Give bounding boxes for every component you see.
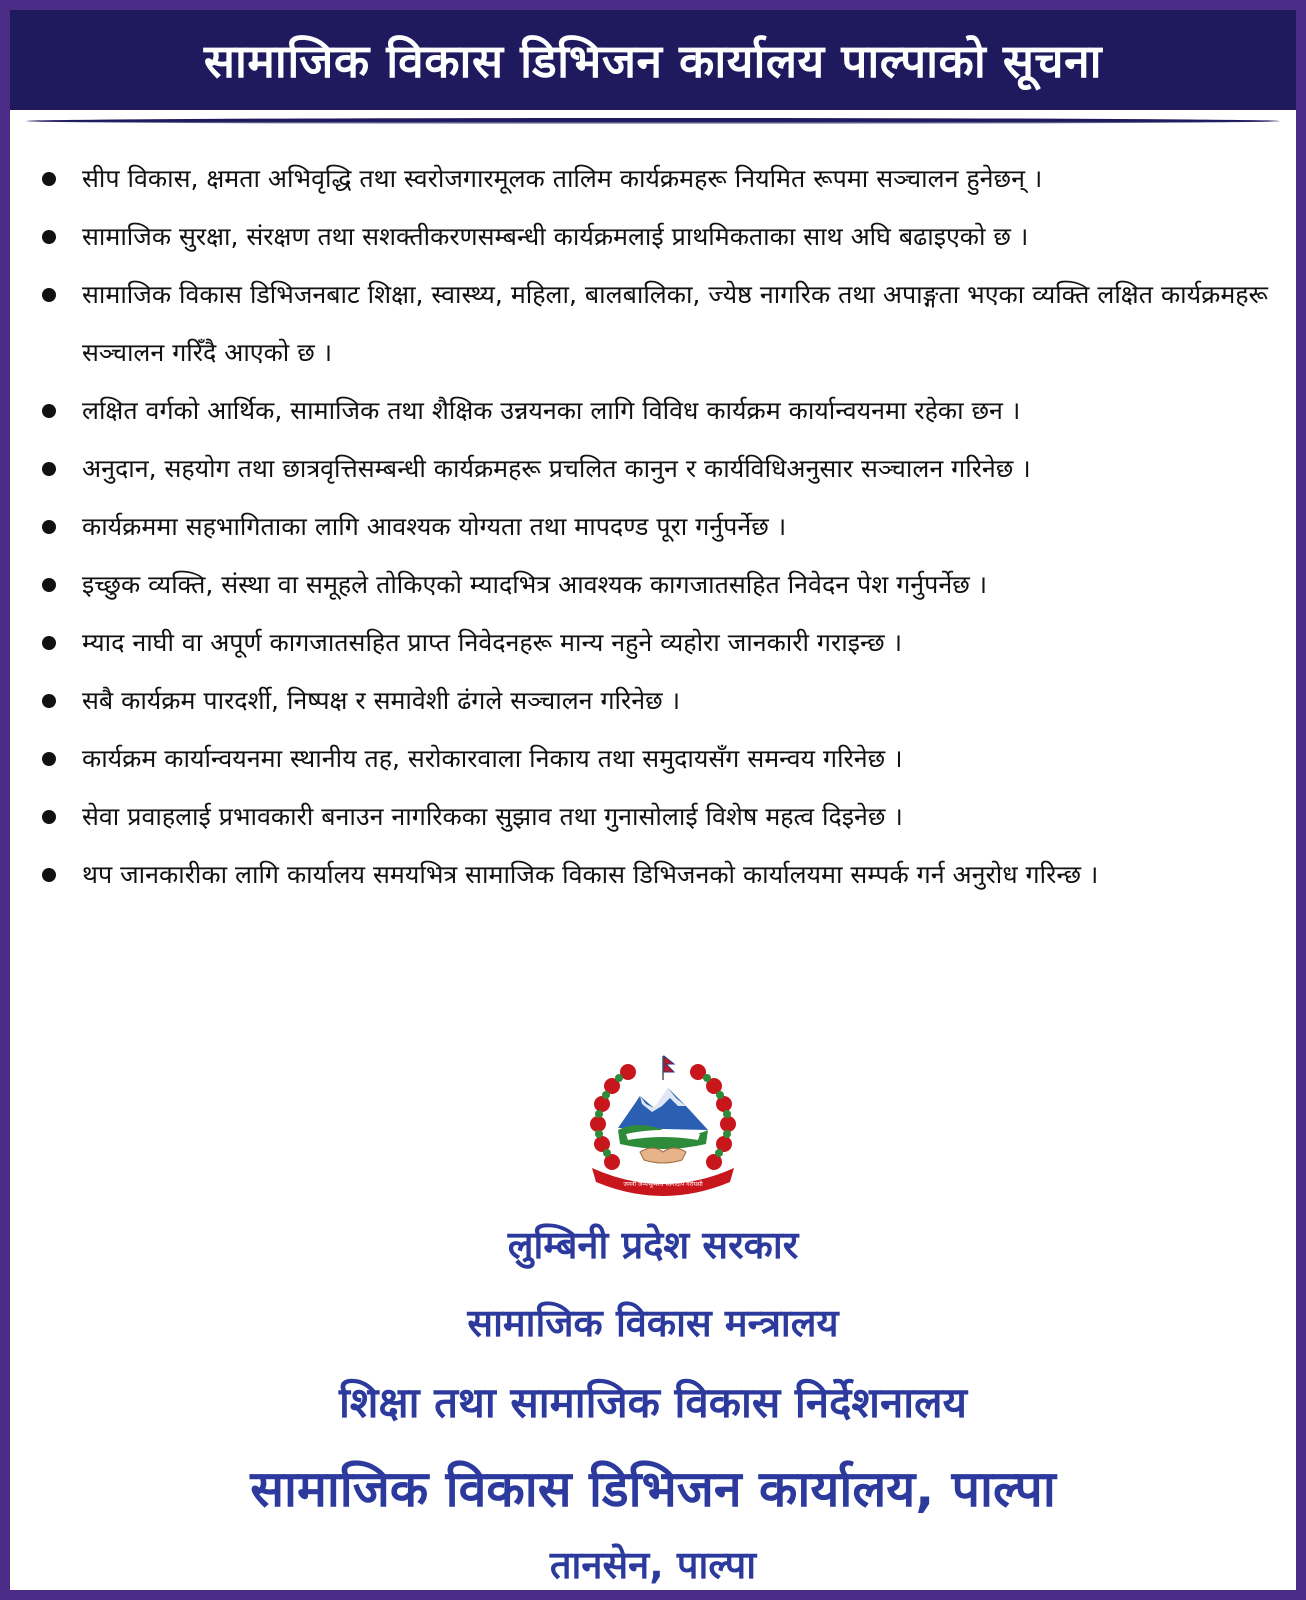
page-title: सामाजिक विकास डिभिजन कार्यालय पाल्पाको सूचना (203, 34, 1103, 88)
list-item (40, 266, 1268, 382)
footer-address: तानसेन, पाल्पा (549, 1543, 757, 1587)
list-item-text: अनुदान, सहयोग तथा छात्रवृत्तिसम्बन्धी कार्यक्रमहरू प्रचलित कानुन र कार्यविधिअनुसार सञ्चालन गरिनेछ । (82, 454, 1031, 483)
list-item-text: इच्छुक व्यक्ति, संस्था वा समूहले तोकिएको म्यादभित्र आवश्यक कागजातसहित निवेदन पेश गर्नुपर्नेछ । (82, 570, 988, 599)
footer-office: सामाजिक विकास डिभिजन कार्यालय, पाल्पा (250, 1460, 1056, 1518)
bullet-icon (42, 636, 56, 650)
footer-directorate: शिक्षा तथा सामाजिक विकास निर्देशनालय (339, 1378, 967, 1427)
list-item (40, 788, 1268, 846)
list-item (40, 556, 1268, 614)
bullet-icon (42, 578, 56, 592)
list-item-text: कार्यक्रम कार्यान्वयनमा स्थानीय तह, सरोकारवाला निकाय तथा समुदायसँग समन्वय गरिनेछ । (82, 744, 903, 773)
list-item (40, 730, 1268, 788)
list-item-text: म्याद नाघी वा अपूर्ण कागजातसहित प्राप्त निवेदनहरू मान्य नहुने व्यहोरा जानकारी गराइन्छ । (82, 628, 903, 657)
title-divider (26, 118, 1280, 124)
notice-list (40, 150, 1268, 904)
list-item-text: सामाजिक विकास डिभिजनबाट शिक्षा, स्वास्थ्य, महिला, बालबालिका, ज्येष्ठ नागरिक तथा अपाङ्गता भएका व्यक्ति लक्षित कार्यक्रमहरू सञ्चालन गरिँदै आएको छ । (82, 280, 1268, 367)
list-item-text: लक्षित वर्गको आर्थिक, सामाजिक तथा शैक्षिक उन्नयनका लागि विविध कार्यक्रम कार्यान्वयनमा रहेका छन । (82, 396, 1021, 425)
emblem-motto: जननी जन्मभूमिश्च स्वर्गादपि गरीयसी (623, 1181, 703, 1188)
footer-ministry: सामाजिक विकास मन्त्रालय (467, 1301, 839, 1345)
list-item (40, 846, 1268, 904)
bullet-icon (42, 752, 56, 766)
list-item (40, 498, 1268, 556)
bullet-icon (42, 288, 56, 302)
bullet-icon (42, 694, 56, 708)
bullet-icon (42, 404, 56, 418)
list-item-text: सीप विकास, क्षमता अभिवृद्धि तथा स्वरोजगारमूलक तालिम कार्यक्रमहरू नियमित रूपमा सञ्चालन हुनेछन् । (82, 164, 1043, 193)
list-item-text: कार्यक्रममा सहभागिताका लागि आवश्यक योग्यता तथा मापदण्ड पूरा गर्नुपर्नेछ । (82, 512, 787, 541)
list-item-text: थप जानकारीका लागि कार्यालय समयभित्र सामाजिक विकास डिभिजनको कार्यालयमा सम्पर्क गर्न अनुरोध गरिन्छ । (82, 860, 1099, 889)
bullet-icon (42, 172, 56, 186)
bullet-icon (42, 520, 56, 534)
list-item-text: सामाजिक सुरक्षा, संरक्षण तथा सशक्तीकरणसम्बन्धी कार्यक्रमलाई प्राथमिकताका साथ अघि बढाइएको छ । (82, 222, 1029, 251)
bullet-icon (42, 462, 56, 476)
list-item (40, 440, 1268, 498)
list-item-text: सबै कार्यक्रम पारदर्शी, निष्पक्ष र समावेशी ढंगले सञ्चालन गरिनेछ । (82, 686, 681, 715)
title-bar (10, 10, 1296, 110)
list-item (40, 672, 1268, 730)
bullet-icon (42, 810, 56, 824)
list-item (40, 614, 1268, 672)
list-item (40, 150, 1268, 208)
list-item (40, 208, 1268, 266)
bullet-icon (42, 868, 56, 882)
nepal-emblem-icon (578, 1050, 748, 1200)
list-item-text: सेवा प्रवाहलाई प्रभावकारी बनाउन नागरिकका सुझाव तथा गुनासोलाई विशेष महत्व दिइनेछ । (82, 802, 903, 831)
footer-province: लुम्बिनी प्रदेश सरकार (507, 1223, 799, 1267)
list-item (40, 382, 1268, 440)
bullet-icon (42, 230, 56, 244)
